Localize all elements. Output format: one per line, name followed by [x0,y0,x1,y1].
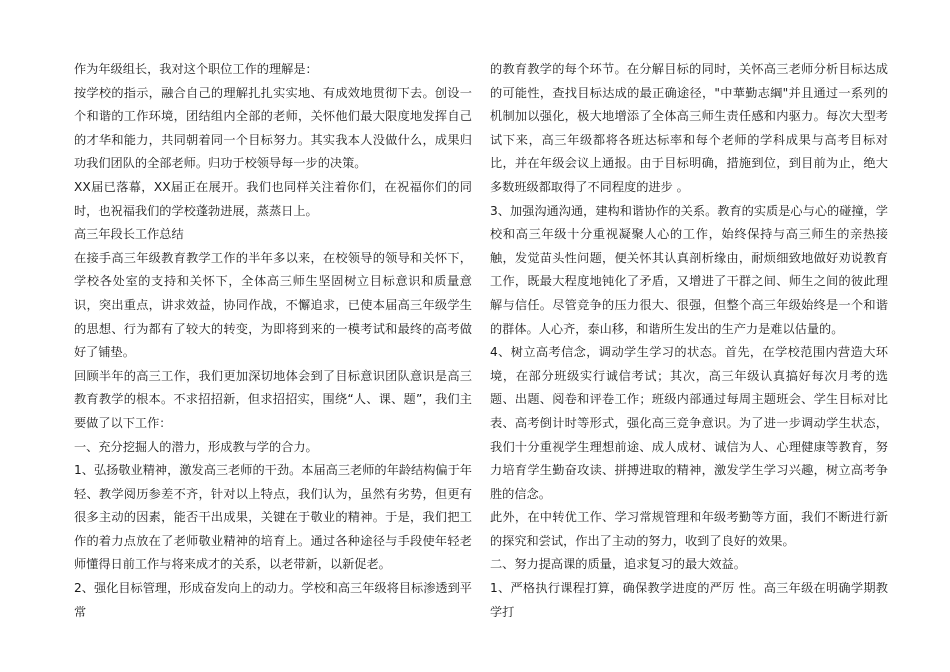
right-column [490,58,888,624]
paragraph: 回顾半年的高三工作，我们更加深切地体会到了目标意识团队意识是高三教育教学的根本。不求招招新，但求招招实，围绕“人、课、题”，我们主要做了以下工作： [74,368,472,430]
paragraph: 2、强化目标管理，形成奋发向上的动力。学校和高三年级将目标渗透到平常 [74,581,472,619]
paragraph: XX届已落幕，XX届正在展开。我们也同样关注着你们，在祝福你们的同时，也祝福我们的学校蓬勃进展，蒸蒸日上。 [74,179,472,218]
paragraph: 的教育教学的每个环节。在分解目标的同时，关怀高三老师分析目标达成的可能性，查找目标达成的最正确途径，"中華勤志綱"并且通过一系列的机制加以强化，极大地增添了全体高三师生责任感和内驱力。每次大型考试下来，高三年级都将各班达标率和每个老师的学科成果与高考目标对比，并在年级会议上通报。由于目标明确，措施到位，到目前为止，绝大多数班级都取得了不同程度的进步 。 [490,62,888,194]
paragraph: 作为年级组长，我对这个职位工作的理解是： [74,62,318,76]
paragraph: 在接手高三年级教育教学工作的半年多以来，在校领导的领导和关怀下，学校各处室的支持和关怀下，全体高三师生坚固树立目标意识和质量意识，突出重点，讲求效益，协同作战，不懈追求，已使本届高三年级学生的思想、行为都有了较大的转变，为即将到来的一模考试和最终的高考做好了铺垫。 [74,250,472,360]
paragraph: 1、弘扬敬业精神，激发高三老师的干劲。本届高三老师的年龄结构偏于年轻、教学阅历参差不齐，针对以上特点，我们认为，虽然有劣势，但更有很多主动的因素，能否干出成果，关键在于敬业的精神。于是，我们把工作的着力点放在了老师敬业精神的培育上。通过各种途径与手段使年轻老师懂得日前工作与将来成才的关系，以老带新，以新促老。 [74,463,472,572]
subheading: 二、努力提高课的质量，追求复习的最大效益。 [490,557,746,572]
paragraph: 此外，在中转优工作、学习常规管理和年级考勤等方面，我们不断进行新的探究和尝试，作出了主动的努力，收到了良好的效果。 [490,510,888,548]
paragraph: 1、严格执行课程打算，确保教学进度的严厉 性。高三年级在明确学期教学打 [490,581,888,619]
section-heading: 高三年段长工作总结 [74,227,184,242]
subheading: 一、充分挖掘人的潜力，形成教与学的合力。 [74,439,318,454]
paragraph: 4、树立高考信念，调动学生学习的状态。首先，在学校范围内营造大环境，在部分班级实行诚信考试；其次，高三年级认真搞好每次月考的选题、出题、阅卷和评卷工作；班级内部通过每周主题班会、学生目标对比表、高考倒计时等形式，强化高三竞争意识。为了进一步调动学生状态，我们十分重视学生理想前途、成人成材、诚信为人、心理健康等教育，努力培育学生勤奋攻读、拼搏进取的精神，激发学生学习兴趣，树立高考争胜的信念。 [490,345,888,501]
left-column [74,58,472,624]
paragraph: 3、加强沟通沟通，建构和谐协作的关系。教育的实质是心与心的碰撞，学校和高三年级十分重视凝聚人心的工作，始终保持与高三师生的亲热接触，发觉苗头性问题，便关怀其认真剖析缘由，耐烦细致地做好劝说教育工作，既最大程度地钝化了矛盾，又增进了干群之间、师生之间的彼此理解与信任。尽管竞争的压力很大、很强，但整个高三年级始终是一个和谐的群体。人心齐，泰山移，和谐所生发出的生产力是难以估量的。 [490,203,888,336]
paragraph: 按学校的指示，融合自己的理解扎扎实实地、有成效地贯彻下去。创设一个和谐的工作环境，团结组内全部的老师，关怀他们最大限度地发挥自己的才华和能力，共同朝着同一个目标努力。其实我本人没做什么，成果归功我们团队的全部老师。归功于校领导每一步的决策。 [74,85,472,171]
